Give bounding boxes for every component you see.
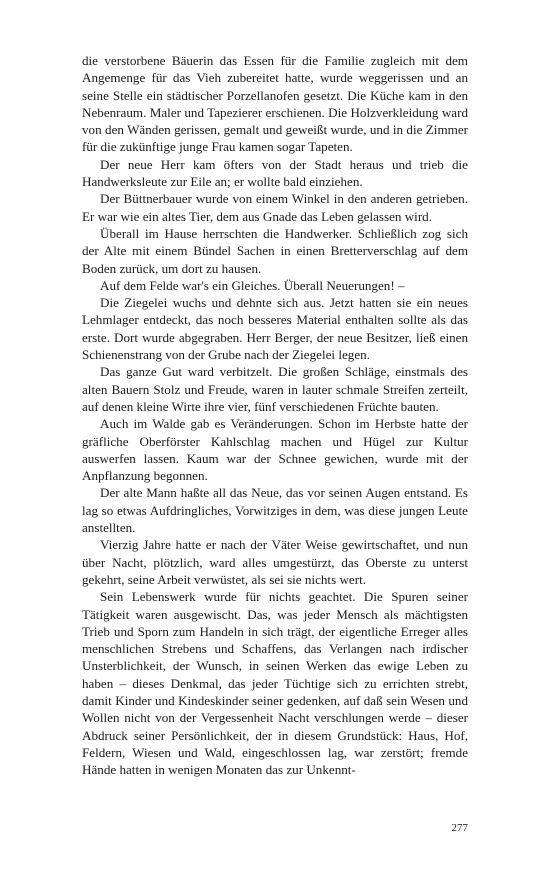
paragraph: Das ganze Gut ward verbitzelt. Die großen Schläge, einstmals des alten Bauern Stolz und Freude, waren in lauter schmale Streifen zerteilt, auf denen kleine Wirte ihre vier, fünf verschiedenen Früchte bauten. — [82, 364, 468, 414]
paragraph: Überall im Hause herrschten die Handwerker. Schließlich zog sich der Alte mit einem Bündel Sachen in einen Bretterverschlag auf dem Boden zurück, um dort zu hausen. — [82, 225, 468, 276]
paragraph: Der Büttnerbauer wurde von einem Winkel in den anderen getrieben. Er war wie ein altes Tier, dem aus Gnade das Leben gelassen wird. — [82, 191, 468, 224]
paragraph: Vierzig Jahre hatte er nach der Väter Weise gewirtschaftet, und nun über Nacht, plötzlich, ward alles umgestürzt, das Oberste zu unterst gekehrt, seine Arbeit verwüstet, als sei sie nichts wert. — [82, 537, 468, 587]
paragraph: Auch im Walde gab es Veränderungen. Schon im Herbste hatte der gräfliche Oberförster Kahlschlag machen und Hügel zur Kultur auswerfen lassen. Kaum war der Schnee gewichen, wurde mit der Anpflanzung begonnen. — [82, 416, 468, 484]
paragraph: Sein Lebenswerk wurde für nichts geachtet. Die Spuren seiner Tätigkeit waren ausgewischt. Das, was jeder Mensch als mächtigsten Trieb und Sporn zum Handeln in sich trägt, der eigentliche Erreger alles menschlichen Strebens und Schaffens, das Verlangen nach irdischer Unsterblichkeit, der Wunsch, in seinen Werken das ewige Leben zu haben – dieses Denkmal, das jeder Tüchtige sich zu errichten strebt, damit Kinder und Kindeskinder seiner gedenken, auf daß sein Wesen und Wollen nicht von der Vergessenheit Nacht verschlungen werde – dieser Abdruck seiner Persönlichkeit, der in diesem Grundstück: Haus, Hof, Feldern, Wiesen und Wald, eingeschlossen lag, war zerstört; fremde Hände hatten in wenigen Monaten das zur Unkennt- — [82, 589, 468, 778]
body-text — [82, 52, 468, 778]
page-number: 277 — [451, 822, 468, 834]
paragraph: Der neue Herr kam öfters von der Stadt heraus und trieb die Handwerksleute zur Eile an; er wollte bald einziehen. — [82, 156, 468, 190]
paragraph: Der alte Mann haßte all das Neue, das vor seinen Augen entstand. Es lag so etwas Aufdringliches, Vorwitziges in dem, was diese jungen Leute anstellten. — [82, 485, 468, 536]
paragraph: Die Ziegelei wuchs und dehnte sich aus. Jetzt hatten sie ein neues Lehmlager entdeckt, das noch besseres Material enthalten sollte als das erste. Dort wurde abgegraben. Herr Berger, der neue Besitzer, ließ einen Schienenstrang von der Grube nach der Ziegelei legen. — [82, 295, 468, 363]
paragraph-continued: die verstorbene Bäuerin das Essen für die Familie zugleich mit dem Angemenge für das Vieh zubereitet hatte, wurde weggerissen und an seine Stelle ein städtischer Porzellanofen gesetzt. Die Küche kam in den Nebenraum. Maler und Tapezierer erschienen. Die Holzverkleidung ward von den Wänden gerissen, gemalt und geweißt wurde, und in die Zimmer für die zukünftige junge Frau kamen sogar Tapeten. — [82, 53, 468, 155]
paragraph: Auf dem Felde war's ein Gleiches. Überall Neuerungen! – — [100, 277, 405, 293]
